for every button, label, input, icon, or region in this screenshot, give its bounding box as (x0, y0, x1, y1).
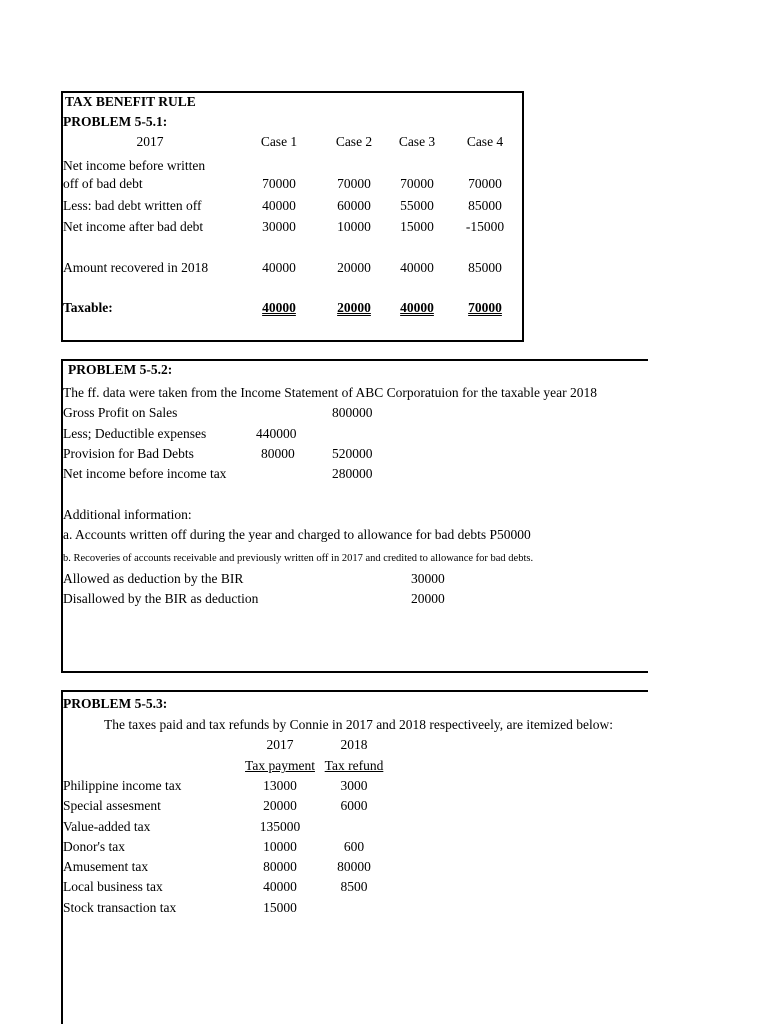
note-a: a. Accounts written off during the year and charged to allowance for bad debts P50000 (63, 527, 531, 542)
tax-row-refund: 3000 (340, 778, 368, 793)
recovered-label: Amount recovered in 2018 (63, 260, 209, 275)
disallowed-label: Disallowed by the BIR as deduction (63, 591, 259, 606)
tax-row-label: Special assesment (63, 798, 161, 813)
tax-row-refund: 6000 (340, 798, 368, 813)
case-4-header: Case 4 (466, 134, 504, 149)
net-after-case-3: 15000 (400, 219, 434, 234)
tax-row-label: Donor's tax (63, 839, 126, 854)
tax-row-label: Value-added tax (63, 819, 151, 834)
net-before-label-2: off of bad debt (63, 176, 143, 191)
heading-tax-benefit-rule: TAX BENEFIT RULE (65, 94, 196, 109)
recovered-case-2: 20000 (337, 260, 371, 275)
bad-debt-label: Less: bad debt written off (63, 198, 202, 213)
bad-debt-case-2: 60000 (337, 198, 371, 213)
net-after-label: Net income after bad debt (63, 219, 204, 234)
allowed-label: Allowed as deduction by the BIR (63, 571, 244, 586)
year-header: 2017 (136, 134, 164, 149)
year-2018: 2018 (340, 737, 368, 752)
tax-row-payment: 13000 (263, 778, 297, 793)
gross-profit-label: Gross Profit on Sales (63, 405, 178, 420)
tax-row-payment: 40000 (263, 879, 297, 894)
bad-debt-case-4: 85000 (468, 198, 502, 213)
net-before-case-1: 70000 (262, 176, 296, 191)
case-2-header: Case 2 (335, 134, 373, 149)
tax-refund-header: Tax refund (324, 758, 384, 773)
tax-row-payment: 80000 (263, 859, 297, 874)
case-3-header: Case 3 (398, 134, 436, 149)
taxable-label: Taxable: (63, 300, 113, 315)
tax-row-refund: 80000 (337, 859, 371, 874)
allowed-value: 30000 (411, 571, 445, 586)
taxable-case-2: 20000 (337, 300, 371, 315)
recovered-case-4: 85000 (468, 260, 502, 275)
provision-label: Provision for Bad Debts (63, 446, 194, 461)
problem-5-5-2-title: PROBLEM 5-5.2: (68, 362, 173, 377)
problem-5-5-2-section (0, 359, 648, 673)
tax-row-payment: 135000 (259, 819, 301, 834)
net-income-value: 280000 (332, 466, 373, 481)
recovered-case-3: 40000 (400, 260, 434, 275)
net-before-case-4: 70000 (468, 176, 502, 191)
bad-debt-case-3: 55000 (400, 198, 434, 213)
net-after-case-1: 30000 (262, 219, 296, 234)
tax-payment-header: Tax payment (245, 758, 315, 773)
problem-5-5-1-title: PROBLEM 5-5.1: (63, 114, 168, 129)
tax-row-payment: 15000 (263, 900, 297, 915)
net-after-case-2: 10000 (337, 219, 371, 234)
bad-debt-case-1: 40000 (262, 198, 296, 213)
tax-row-label: Philippine income tax (63, 778, 182, 793)
tax-row-label: Amusement tax (63, 859, 149, 874)
deductible-value: 440000 (256, 426, 297, 441)
problem-5-5-2-intro: The ff. data were taken from the Income Statement of ABC Corporatuion for the taxable year 2018 (63, 385, 597, 400)
tax-row-refund: 8500 (340, 879, 368, 894)
problem-5-5-3-section (0, 690, 648, 1024)
tax-row-payment: 10000 (263, 839, 297, 854)
recovered-case-1: 40000 (262, 260, 296, 275)
net-income-label: Net income before income tax (63, 466, 227, 481)
taxable-case-1: 40000 (262, 300, 296, 315)
net-before-case-3: 70000 (400, 176, 434, 191)
deductible-label: Less; Deductible expenses (63, 426, 207, 441)
case-1-header: Case 1 (260, 134, 298, 149)
taxable-case-4: 70000 (468, 300, 502, 315)
problem-5-5-3-intro: The taxes paid and tax refunds by Connie in 2017 and 2018 respectiveely, are itemized below: (104, 717, 613, 732)
note-b: b. Recoveries of accounts receivable and previously written off in 2017 and credited to allowance for bad debts. (63, 553, 534, 564)
disallowed-value: 20000 (411, 591, 445, 606)
tax-row-label: Stock transaction tax (63, 900, 177, 915)
net-before-case-2: 70000 (337, 176, 371, 191)
year-2017: 2017 (266, 737, 294, 752)
provision-value: 80000 (261, 446, 295, 461)
tax-row-label: Local business tax (63, 879, 163, 894)
taxable-case-3: 40000 (400, 300, 434, 315)
provision-total: 520000 (332, 446, 373, 461)
net-before-label-1: Net income before written (63, 158, 206, 173)
net-after-case-4: -15000 (465, 219, 505, 234)
gross-profit-value: 800000 (332, 405, 373, 420)
additional-info: Additional information: (63, 507, 192, 522)
tax-row-refund: 600 (343, 839, 365, 854)
problem-5-5-3-title: PROBLEM 5-5.3: (63, 696, 168, 711)
tax-row-payment: 20000 (263, 798, 297, 813)
